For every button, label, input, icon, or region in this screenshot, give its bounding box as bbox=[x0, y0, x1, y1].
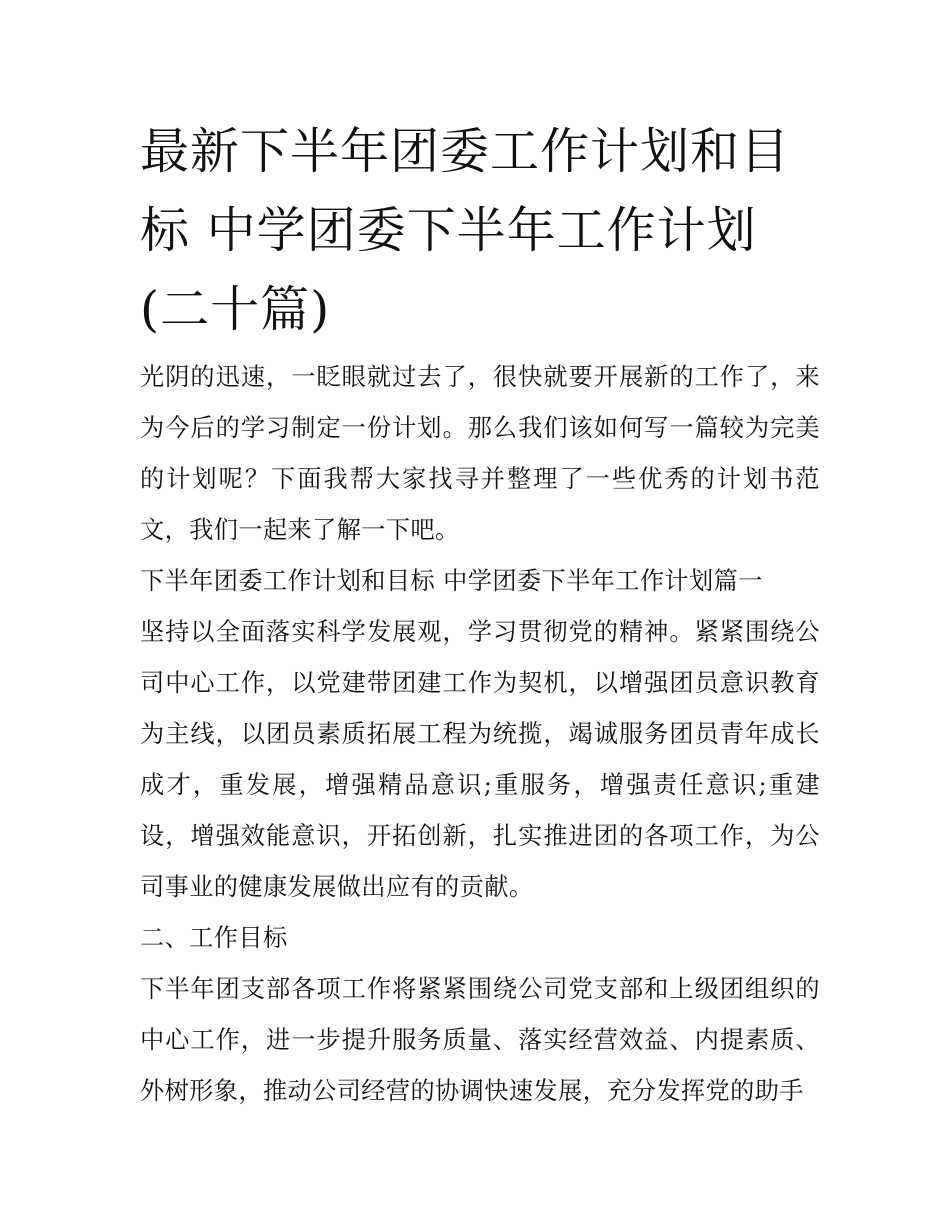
document-title: 最新下半年团委工作计划和目标 中学团委下半年工作计划(二十篇) bbox=[140, 123, 791, 338]
body-paragraph-goals: 下半年团支部各项工作将紧紧围绕公司党支部和上级团组织的中心工作，进一步提升服务质量、落实经营效益、内提素质、外树形象，推动公司经营的协调快速发展，充分发挥党的助手 bbox=[140, 975, 820, 1105]
section-heading-goals: 二、工作目标 bbox=[140, 924, 288, 952]
intro-paragraph: 光阴的迅速，一眨眼就过去了，很快就要开展新的工作了，来为今后的学习制定一份计划。那么我们该如何写一篇较为完美的计划呢？下面我帮大家找寻并整理了一些优秀的计划书范文，我们一起来了解一下吧。 bbox=[140, 363, 820, 544]
document-body bbox=[140, 352, 820, 1117]
section-heading: 下半年团委工作计划和目标 中学团委下半年工作计划篇一 bbox=[140, 567, 763, 595]
body-paragraph: 坚持以全面落实科学发展观，学习贯彻党的精神。紧紧围绕公司中心工作，以党建带团建工作为契机，以增强团员意识教育为主线，以团员素质拓展工程为统揽，竭诚服务团员青年成长成才，重发展，增强精品意识;重服务，增强责任意识;重建设，增强效能意识，开拓创新，扎实推进团的各项工作，为公司事业的健康发展做出应有的贡献。 bbox=[140, 618, 820, 901]
